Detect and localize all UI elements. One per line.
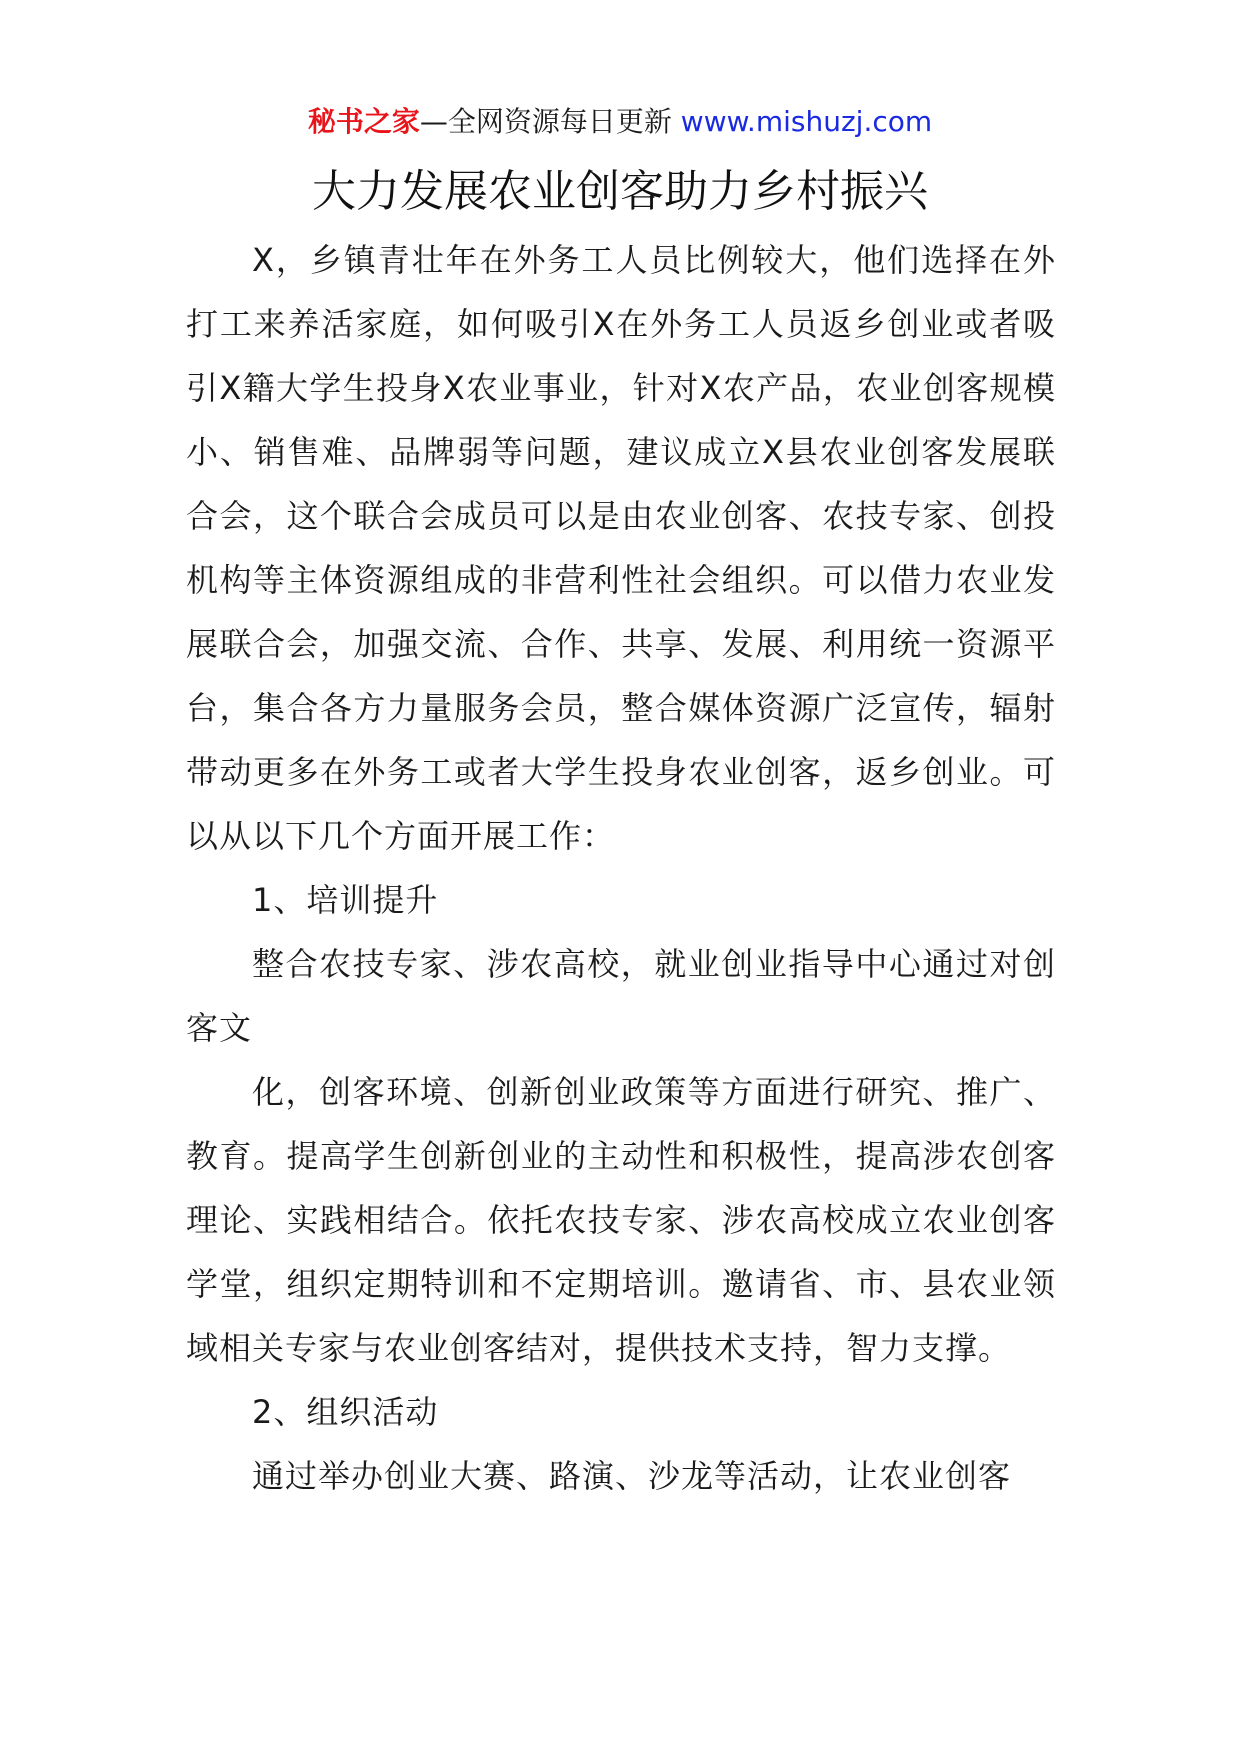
document-body bbox=[186, 228, 1056, 1508]
paragraph-activities: 通过举办创业大赛、路演、沙龙等活动，让农业创客 bbox=[252, 1457, 1012, 1495]
paragraph-training-1: 整合农技专家、涉农高校，就业创业指导中心通过对创客文 bbox=[186, 945, 1056, 1047]
section-heading-training: 1、培训提升 bbox=[252, 881, 439, 919]
section-heading-activities: 2、组织活动 bbox=[252, 1393, 439, 1431]
paragraph-training-2: 化，创客环境、创新创业政策等方面进行研究、推广、教育。提高学生创新创业的主动性和积极性，提高涉农创客理论、实践相结合。依托农技专家、涉农高校成立农业创客学堂，组织定期特训和不定期培训。邀请省、市、县农业领域相关专家与农业创客结对，提供技术支持，智力支撑。 bbox=[186, 1073, 1056, 1367]
paragraph-intro: X，乡镇青壮年在外务工人员比例较大，他们选择在外打工来养活家庭，如何吸引X在外务工人员返乡创业或者吸引X籍大学生投身X农业事业，针对X农产品，农业创客规模小、销售难、品牌弱等问题，建议成立X县农业创客发展联合会，这个联合会成员可以是由农业创客、农技专家、创投机构等主体资源组成的非营利性社会组织。可以借力农业发展联合会，加强交流、合作、共享、发展、利用统一资源平台，集合各方力量服务会员，整合媒体资源广泛宣传，辐射带动更多在外务工或者大学生投身农业创客，返乡创业。可以从以下几个方面开展工作： bbox=[186, 241, 1056, 855]
header-slogan: —全网资源每日更新 bbox=[419, 105, 672, 138]
page-title: 大力发展农业创客助力乡村振兴 bbox=[312, 166, 928, 217]
brand-name: 秘书之家 bbox=[307, 105, 420, 138]
site-header bbox=[0, 102, 1240, 142]
site-url-link[interactable]: www.mishuzj.com bbox=[680, 105, 933, 138]
